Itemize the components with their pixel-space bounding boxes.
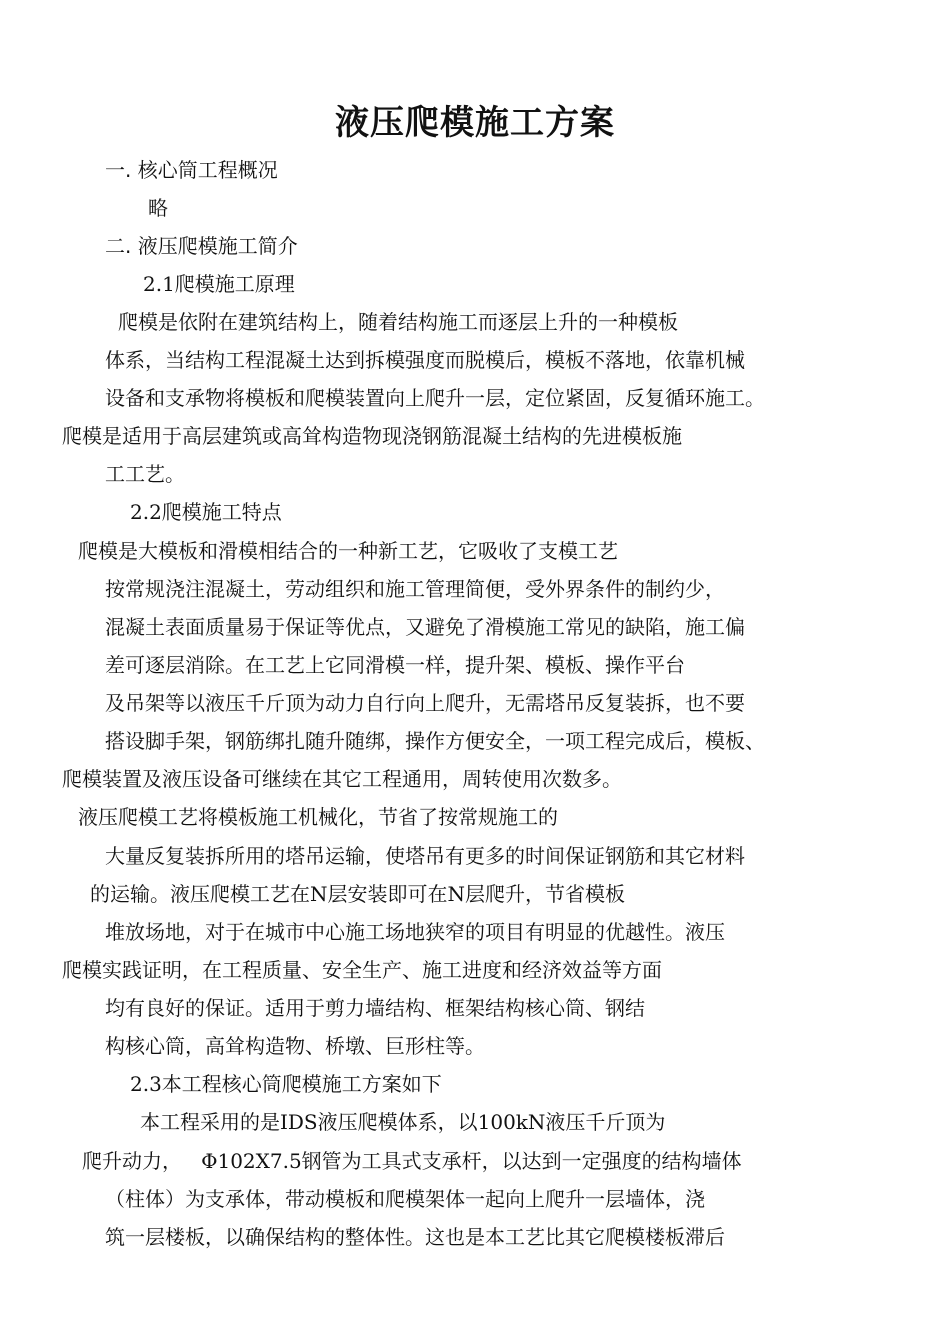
body-text-line: 2.2爬模施工特点: [130, 500, 282, 524]
body-text-line: 堆放场地，对于在城市中心施工场地狭窄的项目有明显的优越性。液压: [105, 920, 725, 944]
body-text-line: 二. 液压爬模施工简介: [105, 234, 298, 258]
body-text-line: 构核心筒，高耸构造物、桥墩、巨形柱等。: [105, 1034, 485, 1058]
body-text-line: 爬模装置及液压设备可继续在其它工程通用，周转使用次数多。: [62, 767, 622, 791]
body-text-line: 2.3本工程核心筒爬模施工方案如下: [130, 1072, 442, 1096]
body-text-line: 一. 核心筒工程概况: [105, 158, 278, 182]
body-text-line: 及吊架等以液压千斤顶为动力自行向上爬升，无需塔吊反复装拆，也不要: [105, 691, 745, 715]
body-text-line: 体系，当结构工程混凝土达到拆模强度而脱模后，模板不落地，依靠机械: [105, 348, 745, 372]
body-text-line: 爬模实践证明，在工程质量、安全生产、施工进度和经济效益等方面: [62, 958, 662, 982]
body-text-line: 爬模是依附在建筑结构上，随着结构施工而逐层上升的一种模板: [118, 310, 678, 334]
body-text-line: 的运输。液压爬模工艺在N层安装即可在N层爬升，节省模板: [90, 882, 625, 906]
body-text-line: 设备和支承物将模板和爬模装置向上爬升一层，定位紧固，反复循环施工。: [105, 386, 765, 410]
body-text-line: 爬升动力， Φ102X7.5钢管为工具式支承杆，以达到一定强度的结构墙体: [82, 1149, 742, 1173]
document-title: 液压爬模施工方案: [335, 103, 615, 143]
body-text-line: 搭设脚手架，钢筋绑扎随升随绑，操作方便安全，一项工程完成后，模板、: [105, 729, 765, 753]
body-text-line: 爬模是大模板和滑模相结合的一种新工艺，它吸收了支模工艺: [78, 539, 618, 563]
body-text-line: 本工程采用的是IDS液压爬模体系，以100kN液压千斤顶为: [140, 1110, 666, 1134]
body-text-line: 大量反复装拆所用的塔吊运输，使塔吊有更多的时间保证钢筋和其它材料: [105, 844, 745, 868]
body-text-line: 混凝土表面质量易于保证等优点，又避免了滑模施工常见的缺陷，施工偏: [105, 615, 745, 639]
body-text-line: 爬模是适用于高层建筑或高耸构造物现浇钢筋混凝土结构的先进模板施: [62, 424, 682, 448]
body-text-line: 2.1爬模施工原理: [143, 272, 295, 296]
body-text-line: （柱体）为支承体，带动模板和爬模架体一起向上爬升一层墙体，浇: [105, 1187, 705, 1211]
body-text-line: 筑一层楼板，以确保结构的整体性。这也是本工艺比其它爬模楼板滞后: [105, 1225, 725, 1249]
body-text-line: 按常规浇注混凝土，劳动组织和施工管理简便，受外界条件的制约少，: [105, 577, 725, 601]
body-text-line: 液压爬模工艺将模板施工机械化，节省了按常规施工的: [78, 805, 558, 829]
body-text-line: 差可逐层消除。在工艺上它同滑模一样，提升架、模板、操作平台: [105, 653, 685, 677]
body-text-line: 工工艺。: [105, 462, 185, 486]
body-text-line: 略: [148, 196, 168, 220]
body-text-line: 均有良好的保证。适用于剪力墙结构、框架结构核心筒、钢结: [105, 996, 645, 1020]
